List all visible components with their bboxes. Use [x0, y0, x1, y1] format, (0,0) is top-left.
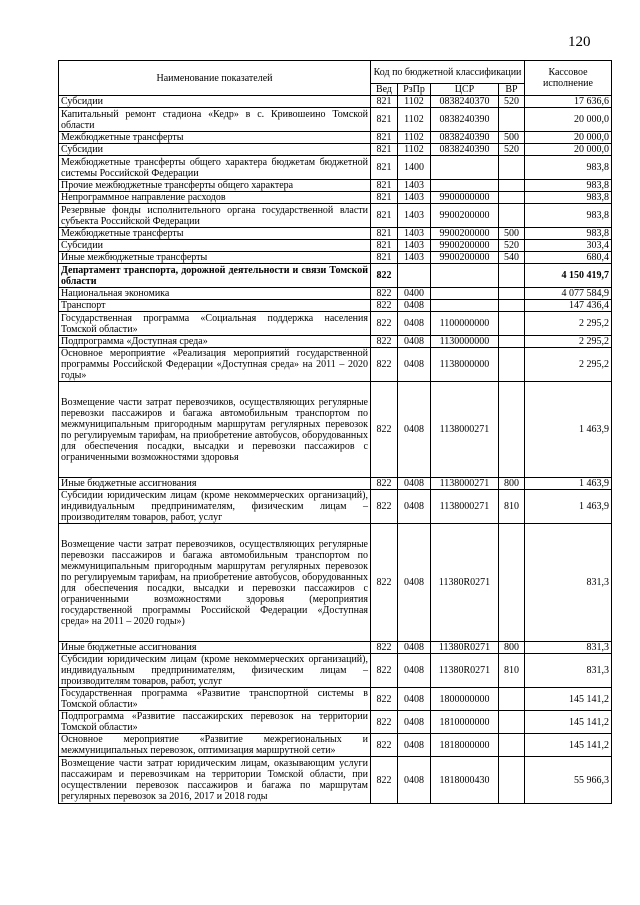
header-csr: ЦСР [431, 84, 499, 96]
cell-rzpr: 1102 [398, 96, 431, 108]
cell-vr [499, 264, 525, 288]
cell-ved: 821 [371, 192, 398, 204]
cell-csr [431, 180, 499, 192]
cell-amount: 4 077 584,9 [525, 288, 612, 300]
cell-rzpr: 0408 [398, 478, 431, 490]
cell-ved: 821 [371, 180, 398, 192]
cell-csr: 1100000000 [431, 312, 499, 336]
cell-name: Капитальный ремонт стадиона «Кедр» в с. Кривошеино Томской области [59, 108, 371, 132]
cell-rzpr: 0408 [398, 688, 431, 711]
cell-name: Межбюджетные трансферты общего характера бюджетам бюджетной системы Российской Федерации [59, 156, 371, 180]
cell-amount: 680,4 [525, 252, 612, 264]
cell-csr: 9900200000 [431, 252, 499, 264]
cell-vr [499, 336, 525, 348]
cell-vr: 520 [499, 240, 525, 252]
cell-csr: 9900200000 [431, 228, 499, 240]
cell-ved: 821 [371, 144, 398, 156]
cell-csr: 1138000271 [431, 490, 499, 524]
cell-vr [499, 204, 525, 228]
cell-name: Подпрограмма «Доступная среда» [59, 336, 371, 348]
cell-csr: 0838240370 [431, 96, 499, 108]
cell-amount: 145 141,2 [525, 734, 612, 757]
cell-name: Резервные фонды исполнительного органа государственной власти субъекта Российской Федерации [59, 204, 371, 228]
header-rzpr: РзПр [398, 84, 431, 96]
cell-amount: 983,8 [525, 156, 612, 180]
cell-rzpr: 1102 [398, 144, 431, 156]
cell-name: Субсидии [59, 240, 371, 252]
cell-name: Межбюджетные трансферты [59, 228, 371, 240]
cell-rzpr: 0408 [398, 711, 431, 734]
cell-name: Возмещение части затрат перевозчиков, осуществляющих регулярные перевозки пассажиров и багажа автомобильным транспортом по межмуниципальным пригородным маршрутам регулярных перевозок по регулируемым тарифам, на приобретение автобусов, оборудованных для обеспечения посадки, высадки и перевозки пассажиров с ограниченными возможностями здоровья (мероприятия государственной программы Российской Федерации «Доступная среда» на 2011 – 2020 годы») [59, 524, 371, 642]
table-row [59, 264, 612, 288]
cell-vr: 800 [499, 642, 525, 654]
cell-rzpr: 1102 [398, 132, 431, 144]
cell-name: Межбюджетные трансферты [59, 132, 371, 144]
cell-csr: 11380R0271 [431, 524, 499, 642]
table-row [59, 252, 612, 264]
cell-ved: 822 [371, 348, 398, 382]
cell-vr [499, 180, 525, 192]
cell-rzpr: 1403 [398, 252, 431, 264]
cell-amount: 983,8 [525, 228, 612, 240]
cell-ved: 822 [371, 734, 398, 757]
cell-name: Непрограммное направление расходов [59, 192, 371, 204]
cell-csr [431, 288, 499, 300]
cell-amount: 2 295,2 [525, 348, 612, 382]
cell-name: Субсидии [59, 96, 371, 108]
table-row [59, 382, 612, 478]
cell-ved: 821 [371, 204, 398, 228]
cell-rzpr: 1403 [398, 192, 431, 204]
cell-rzpr: 0408 [398, 336, 431, 348]
cell-rzpr: 0408 [398, 654, 431, 688]
table-row [59, 240, 612, 252]
cell-rzpr: 0408 [398, 734, 431, 757]
cell-name: Возмещение части затрат перевозчиков, осуществляющих регулярные перевозки пассажиров и багажа автомобильным транспортом по межмуниципальным пригородным маршрутам регулярных перевозок по регулируемым тарифам, на приобретение автобусов, оборудованных для обеспечения посадки, высадки и перевозки пассажиров с ограниченными возможностями здоровья [59, 382, 371, 478]
cell-vr [499, 757, 525, 804]
cell-ved: 822 [371, 288, 398, 300]
table-row [59, 642, 612, 654]
cell-csr: 1818000430 [431, 757, 499, 804]
cell-amount: 2 295,2 [525, 336, 612, 348]
table-row [59, 336, 612, 348]
table-row [59, 478, 612, 490]
table-row [59, 524, 612, 642]
header-amount: Кассовое исполнение [525, 61, 612, 96]
cell-csr: 11380R0271 [431, 654, 499, 688]
cell-vr: 500 [499, 228, 525, 240]
cell-ved: 822 [371, 382, 398, 478]
cell-ved: 822 [371, 490, 398, 524]
cell-amount: 831,3 [525, 524, 612, 642]
table-row [59, 688, 612, 711]
cell-amount: 20 000,0 [525, 132, 612, 144]
cell-ved: 821 [371, 132, 398, 144]
cell-csr: 1818000000 [431, 734, 499, 757]
cell-vr [499, 348, 525, 382]
cell-name: Иные бюджетные ассигнования [59, 478, 371, 490]
table-row [59, 300, 612, 312]
cell-ved: 822 [371, 688, 398, 711]
table-row [59, 96, 612, 108]
cell-ved: 822 [371, 312, 398, 336]
table-row [59, 204, 612, 228]
header-name: Наименование показателей [59, 61, 371, 96]
cell-amount: 2 295,2 [525, 312, 612, 336]
cell-name: Иные бюджетные ассигнования [59, 642, 371, 654]
cell-vr [499, 192, 525, 204]
cell-ved: 822 [371, 757, 398, 804]
cell-name: Основное мероприятие «Реализация мероприятий государственной программы Российской Федерации «Доступная среда» на 2011 – 2020 годы» [59, 348, 371, 382]
cell-ved: 821 [371, 228, 398, 240]
cell-amount: 983,8 [525, 180, 612, 192]
cell-vr: 520 [499, 96, 525, 108]
table-row [59, 757, 612, 804]
cell-rzpr [398, 264, 431, 288]
cell-vr [499, 734, 525, 757]
header-code-group: Код по бюджетной классификации [371, 61, 525, 84]
header-ved: Вед [371, 84, 398, 96]
cell-rzpr: 0408 [398, 312, 431, 336]
table-body [59, 96, 612, 804]
cell-csr: 1130000000 [431, 336, 499, 348]
cell-ved: 822 [371, 711, 398, 734]
cell-vr [499, 156, 525, 180]
cell-rzpr: 1102 [398, 108, 431, 132]
cell-name: Национальная экономика [59, 288, 371, 300]
cell-amount: 1 463,9 [525, 478, 612, 490]
table-row [59, 734, 612, 757]
cell-name: Иные межбюджетные трансферты [59, 252, 371, 264]
cell-amount: 20 000,0 [525, 108, 612, 132]
page-number: 120 [568, 34, 591, 50]
cell-csr: 9900000000 [431, 192, 499, 204]
cell-vr [499, 300, 525, 312]
cell-amount: 20 000,0 [525, 144, 612, 156]
cell-ved: 822 [371, 300, 398, 312]
cell-vr [499, 288, 525, 300]
cell-rzpr: 0408 [398, 300, 431, 312]
cell-name: Транспорт [59, 300, 371, 312]
cell-name: Субсидии юридическим лицам (кроме некоммерческих организаций), индивидуальным предпринимателям, физическим лицам – производителям товаров, работ, услуг [59, 654, 371, 688]
cell-amount: 1 463,9 [525, 490, 612, 524]
cell-amount: 983,8 [525, 204, 612, 228]
table-row [59, 288, 612, 300]
cell-rzpr: 0408 [398, 490, 431, 524]
cell-rzpr: 1403 [398, 228, 431, 240]
cell-csr: 1138000271 [431, 382, 499, 478]
cell-rzpr: 0400 [398, 288, 431, 300]
cell-name: Субсидии [59, 144, 371, 156]
cell-rzpr: 1400 [398, 156, 431, 180]
cell-name: Государственная программа «Развитие транспортной системы в Томской области» [59, 688, 371, 711]
cell-csr [431, 300, 499, 312]
cell-amount: 145 141,2 [525, 688, 612, 711]
cell-amount: 17 636,6 [525, 96, 612, 108]
cell-csr: 0838240390 [431, 132, 499, 144]
cell-ved: 821 [371, 240, 398, 252]
table-row [59, 654, 612, 688]
cell-ved: 822 [371, 642, 398, 654]
cell-csr: 1800000000 [431, 688, 499, 711]
table-row [59, 711, 612, 734]
cell-name: Прочие межбюджетные трансферты общего характера [59, 180, 371, 192]
cell-ved: 822 [371, 478, 398, 490]
table-row [59, 156, 612, 180]
cell-amount: 983,8 [525, 192, 612, 204]
cell-vr: 540 [499, 252, 525, 264]
cell-amount: 4 150 419,7 [525, 264, 612, 288]
cell-vr: 810 [499, 490, 525, 524]
cell-name: Возмещение части затрат юридическим лицам, оказывающим услуги пассажирам и перевозчикам на территории Томской области, при осуществлении перевозок пассажиров и багажа по маршрутам регулярных перевозок за 2016, 2017 и 2018 годы [59, 757, 371, 804]
cell-amount: 145 141,2 [525, 711, 612, 734]
cell-csr [431, 156, 499, 180]
cell-vr [499, 382, 525, 478]
cell-rzpr: 0408 [398, 642, 431, 654]
cell-rzpr: 0408 [398, 382, 431, 478]
cell-rzpr: 1403 [398, 240, 431, 252]
cell-amount: 1 463,9 [525, 382, 612, 478]
cell-rzpr: 1403 [398, 204, 431, 228]
table-row [59, 108, 612, 132]
cell-vr [499, 688, 525, 711]
cell-amount: 55 966,3 [525, 757, 612, 804]
cell-csr: 0838240390 [431, 144, 499, 156]
table-row [59, 144, 612, 156]
cell-name: Государственная программа «Социальная поддержка населения Томской области» [59, 312, 371, 336]
table-row [59, 490, 612, 524]
cell-ved: 822 [371, 264, 398, 288]
cell-ved: 822 [371, 524, 398, 642]
cell-csr: 9900200000 [431, 204, 499, 228]
cell-csr: 11380R0271 [431, 642, 499, 654]
cell-name: Департамент транспорта, дорожной деятельности и связи Томской области [59, 264, 371, 288]
cell-rzpr: 0408 [398, 348, 431, 382]
table-row [59, 228, 612, 240]
cell-csr: 1810000000 [431, 711, 499, 734]
header-vr: ВР [499, 84, 525, 96]
cell-vr: 520 [499, 144, 525, 156]
cell-vr: 500 [499, 132, 525, 144]
cell-vr [499, 711, 525, 734]
cell-rzpr: 1403 [398, 180, 431, 192]
cell-vr [499, 108, 525, 132]
cell-csr: 9900200000 [431, 240, 499, 252]
table-row [59, 132, 612, 144]
cell-csr: 1138000271 [431, 478, 499, 490]
table-row [59, 348, 612, 382]
cell-name: Субсидии юридическим лицам (кроме некоммерческих организаций), индивидуальным предпринимателям, физическим лицам – производителям товаров, работ, услуг [59, 490, 371, 524]
cell-csr: 0838240390 [431, 108, 499, 132]
cell-vr: 810 [499, 654, 525, 688]
budget-table [58, 60, 612, 804]
cell-amount: 147 436,4 [525, 300, 612, 312]
cell-rzpr: 0408 [398, 524, 431, 642]
table-row [59, 180, 612, 192]
cell-ved: 821 [371, 156, 398, 180]
cell-ved: 822 [371, 654, 398, 688]
cell-amount: 831,3 [525, 654, 612, 688]
cell-vr [499, 312, 525, 336]
cell-name: Основное мероприятие «Развитие межрегиональных и межмуниципальных перевозок, оптимизация маршрутной сети» [59, 734, 371, 757]
cell-csr: 1138000000 [431, 348, 499, 382]
cell-rzpr: 0408 [398, 757, 431, 804]
cell-csr [431, 264, 499, 288]
table-row [59, 192, 612, 204]
cell-ved: 821 [371, 108, 398, 132]
cell-name: Подпрограмма «Развитие пассажирских перевозок на территории Томской области» [59, 711, 371, 734]
cell-amount: 303,4 [525, 240, 612, 252]
cell-ved: 822 [371, 336, 398, 348]
cell-vr: 800 [499, 478, 525, 490]
cell-amount: 831,3 [525, 642, 612, 654]
table-row [59, 312, 612, 336]
cell-vr [499, 524, 525, 642]
cell-ved: 821 [371, 96, 398, 108]
cell-ved: 821 [371, 252, 398, 264]
